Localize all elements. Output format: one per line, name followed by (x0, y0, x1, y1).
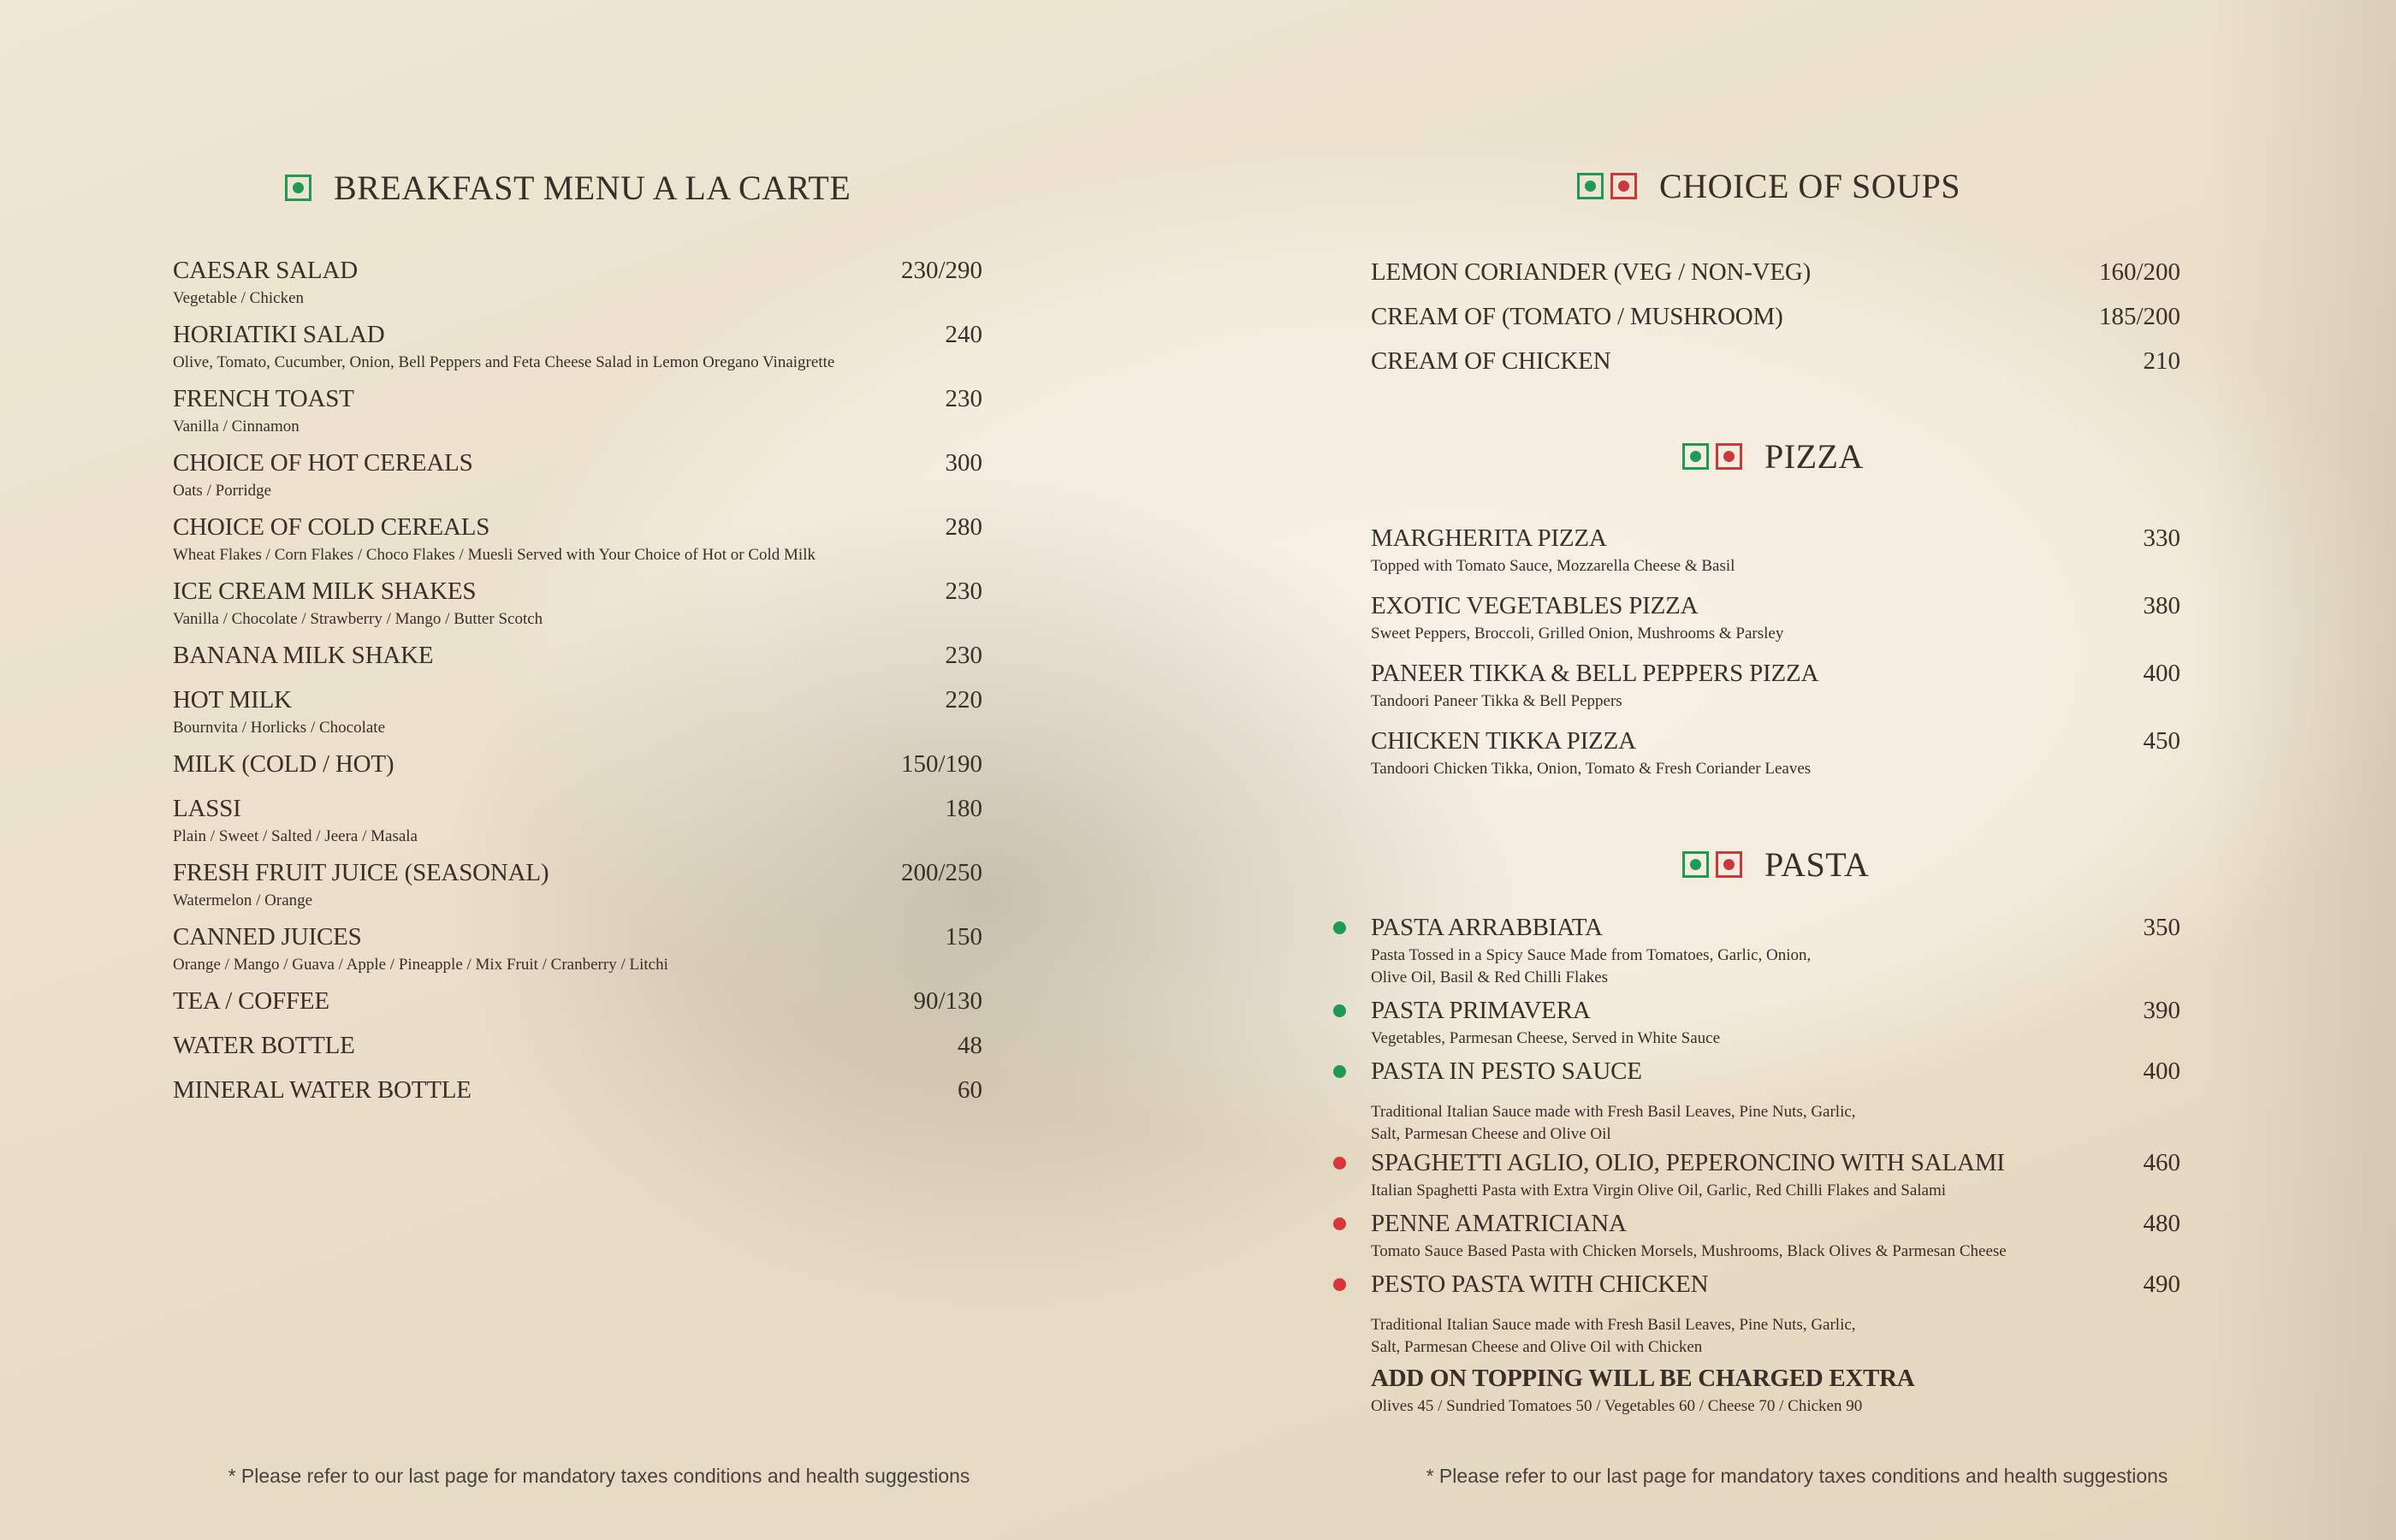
item-price: 220 (945, 686, 982, 714)
menu-item (173, 984, 982, 1028)
description-line: Olive, Tomato, Cucumber, Onion, Bell Peppers and Feta Cheese Salad in Lemon Oregano Vinaigrette (173, 353, 835, 371)
item-description (1371, 555, 2180, 578)
veg-dot-icon (1333, 1065, 1346, 1078)
item-price: 240 (945, 321, 982, 348)
addon-title: ADD ON TOPPING WILL BE CHARGED EXTRA (1371, 1365, 1915, 1392)
item-name: FRESH FRUIT JUICE (SEASONAL) (173, 859, 549, 886)
soups-title: CHOICE OF SOUPS (1659, 167, 1961, 205)
item-description (173, 717, 982, 739)
pizza-section-title (1682, 436, 1864, 477)
item-description (173, 287, 982, 310)
menu-item (173, 1073, 982, 1117)
item-price: 280 (945, 513, 982, 541)
description-line: Topped with Tomato Sauce, Mozzarella Cheese & Basil (1371, 557, 1735, 575)
item-name: CREAM OF CHICKEN (1371, 347, 1611, 375)
item-name: SPAGHETTI AGLIO, OLIO, PEPERONCINO WITH SALAMI (1371, 1149, 2005, 1176)
description-line: Wheat Flakes / Corn Flakes / Choco Flakes / Muesli Served with Your Choice of Hot or Cold Milk (173, 546, 815, 564)
item-description (1371, 1101, 2180, 1146)
item-description (1371, 945, 2180, 989)
item-description (173, 890, 982, 912)
description-line: Pasta Tossed in a Spicy Sauce Made from Tomatoes, Garlic, Onion, (1371, 946, 1812, 964)
veg-dot-icon (1333, 1004, 1346, 1017)
description-line: Tandoori Chicken Tikka, Onion, Tomato & Fresh Coriander Leaves (1371, 760, 1812, 778)
menu-item (1371, 724, 2180, 791)
description-line: Bournvita / Horlicks / Chocolate (173, 719, 386, 737)
description-line: Traditional Italian Sauce made with Fresh Basil Leaves, Pine Nuts, Garlic, (1371, 1103, 1856, 1121)
item-price: 490 (2143, 1270, 2180, 1298)
description-line: Orange / Mango / Guava / Apple / Pineapple / Mix Fruit / Cranberry / Litchi (173, 956, 668, 974)
item-name: LEMON CORIANDER (VEG / NON-VEG) (1371, 258, 1812, 286)
menu-item (173, 791, 982, 856)
menu-item (1371, 255, 2180, 299)
description-line: Italian Spaghetti Pasta with Extra Virgin Olive Oil, Garlic, Red Chilli Flakes and Salami (1371, 1182, 1947, 1199)
menu-item (173, 1028, 982, 1073)
description-line: Tandoori Paneer Tikka & Bell Peppers (1371, 692, 1622, 710)
item-name: PASTA ARRABBIATA (1371, 914, 1603, 941)
item-price: 300 (945, 449, 982, 477)
menu-item (173, 446, 982, 510)
menu-item (1371, 656, 2180, 724)
item-description (173, 608, 982, 631)
item-price: 160/200 (2098, 258, 2180, 286)
description-line: Salt, Parmesan Cheese and Olive Oil (1371, 1125, 1611, 1143)
description-line: Vanilla / Cinnamon (173, 418, 300, 435)
description-line: Sweet Peppers, Broccoli, Grilled Onion, Mushrooms & Parsley (1371, 625, 1784, 643)
item-price: 230 (945, 385, 982, 412)
non-veg-icon (1716, 443, 1742, 470)
menu-item (1371, 1054, 2180, 1146)
description-line: Olive Oil, Basil & Red Chilli Flakes (1371, 968, 1609, 986)
non-veg-icon (1716, 851, 1742, 878)
item-name: WATER BOTTLE (173, 1032, 355, 1059)
breakfast-section-title (285, 168, 851, 208)
menu-item (1371, 521, 2180, 589)
item-name: CAESAR SALAD (173, 257, 358, 284)
addon-topping-note (1371, 1361, 1914, 1418)
menu-item (1371, 1267, 2180, 1360)
description-line: Vanilla / Chocolate / Strawberry / Mango / Butter Scotch (173, 610, 543, 628)
addon-prices: Olives 45 / Sundried Tomatoes 50 / Vegetables 60 / Cheese 70 / Chicken 90 (1371, 1397, 1863, 1415)
pasta-menu-list (1371, 910, 2180, 1360)
footer-note-right: * Please refer to our last page for mandatory taxes conditions and health suggestions (1426, 1465, 2168, 1487)
item-price: 230 (945, 642, 982, 669)
item-description (1371, 1314, 2180, 1359)
item-price: 150 (945, 923, 982, 951)
item-description (173, 954, 982, 976)
item-description (1371, 1180, 2180, 1202)
item-price: 350 (2143, 914, 2180, 941)
item-name: EXOTIC VEGETABLES PIZZA (1371, 592, 1699, 619)
menu-item (1371, 910, 2180, 993)
veg-dot-icon (1333, 921, 1346, 934)
menu-item (1371, 1206, 2180, 1267)
item-price: 90/130 (913, 987, 982, 1015)
item-name: HOT MILK (173, 686, 292, 714)
item-description (173, 544, 982, 566)
item-price: 380 (2143, 592, 2180, 619)
menu-item (173, 638, 982, 683)
menu-item (173, 920, 982, 984)
item-name: CHOICE OF COLD CEREALS (173, 513, 490, 541)
non-veg-icon (1610, 173, 1637, 199)
item-name: ICE CREAM MILK SHAKES (173, 578, 477, 605)
veg-icon (1682, 443, 1709, 470)
description-line: Traditional Italian Sauce made with Fresh Basil Leaves, Pine Nuts, Garlic, (1371, 1316, 1856, 1334)
item-description (173, 352, 982, 374)
menu-item (1371, 993, 2180, 1054)
item-price: 180 (945, 795, 982, 822)
item-description (1371, 1028, 2180, 1050)
pizza-title: PIZZA (1764, 437, 1864, 476)
item-price: 330 (2143, 524, 2180, 552)
menu-item (173, 253, 982, 317)
description-line: Oats / Porridge (173, 482, 272, 500)
item-price: 450 (2143, 727, 2180, 755)
menu-item (173, 382, 982, 446)
soups-menu-list (1371, 255, 2180, 388)
veg-icon (285, 175, 311, 201)
item-description (173, 480, 982, 502)
item-price: 48 (958, 1032, 982, 1059)
item-description (1371, 758, 2180, 780)
pasta-title: PASTA (1764, 845, 1870, 884)
veg-icon (1577, 173, 1604, 199)
description-line: Watermelon / Orange (173, 891, 313, 909)
breakfast-menu-list (173, 253, 982, 1117)
item-price: 230 (945, 578, 982, 605)
item-name: PENNE AMATRICIANA (1371, 1210, 1627, 1237)
item-name: BANANA MILK SHAKE (173, 642, 434, 669)
item-name: LASSI (173, 795, 241, 822)
footer-note-left: * Please refer to our last page for mandatory taxes conditions and health suggestions (228, 1465, 970, 1487)
menu-item (173, 856, 982, 920)
item-name: MILK (COLD / HOT) (173, 750, 394, 778)
menu-item (173, 510, 982, 574)
item-description (1371, 690, 2180, 713)
item-description (173, 826, 982, 848)
item-name: PANEER TIKKA & BELL PEPPERS PIZZA (1371, 660, 1819, 687)
description-line: Salt, Parmesan Cheese and Olive Oil with Chicken (1371, 1338, 1703, 1356)
menu-item (173, 574, 982, 638)
description-line: Tomato Sauce Based Pasta with Chicken Morsels, Mushrooms, Black Olives & Parmesan Cheese (1371, 1242, 2007, 1260)
veg-icon (1682, 851, 1709, 878)
item-price: 60 (958, 1076, 982, 1104)
menu-item (173, 317, 982, 382)
item-name: TEA / COFFEE (173, 987, 329, 1015)
item-name: PESTO PASTA WITH CHICKEN (1371, 1270, 1709, 1298)
item-name: CREAM OF (TOMATO / MUSHROOM) (1371, 303, 1783, 330)
description-line: Vegetable / Chicken (173, 289, 305, 307)
item-price: 230/290 (900, 257, 982, 284)
soups-section-title (1577, 166, 1960, 206)
menu-item (173, 683, 982, 747)
non-veg-dot-icon (1333, 1278, 1346, 1291)
breakfast-title: BREAKFAST MENU A LA CARTE (334, 169, 851, 207)
item-price: 150/190 (900, 750, 982, 778)
item-name: PASTA IN PESTO SAUCE (1371, 1057, 1642, 1085)
item-price: 400 (2143, 1057, 2180, 1085)
item-description (1371, 1241, 2180, 1263)
item-price: 200/250 (900, 859, 982, 886)
menu-item (1371, 299, 2180, 344)
item-price: 400 (2143, 660, 2180, 687)
item-price: 185/200 (2098, 303, 2180, 330)
menu-item (173, 747, 982, 791)
description-line: Vegetables, Parmesan Cheese, Served in White Sauce (1371, 1029, 1721, 1047)
item-name: PASTA PRIMAVERA (1371, 997, 1591, 1024)
item-description (173, 416, 982, 438)
non-veg-dot-icon (1333, 1217, 1346, 1230)
item-price: 480 (2143, 1210, 2180, 1237)
item-name: MARGHERITA PIZZA (1371, 524, 1607, 552)
item-name: CHICKEN TIKKA PIZZA (1371, 727, 1636, 755)
item-name: HORIATIKI SALAD (173, 321, 385, 348)
item-name: CHOICE OF HOT CEREALS (173, 449, 473, 477)
item-name: FRENCH TOAST (173, 385, 354, 412)
non-veg-dot-icon (1333, 1157, 1346, 1170)
pizza-menu-list (1371, 521, 2180, 791)
item-price: 460 (2143, 1149, 2180, 1176)
description-line: Plain / Sweet / Salted / Jeera / Masala (173, 827, 418, 845)
item-description (1371, 623, 2180, 645)
item-name: MINERAL WATER BOTTLE (173, 1076, 471, 1104)
menu-item (1371, 1146, 2180, 1206)
menu-item (1371, 344, 2180, 388)
page-edge-shadow (2208, 0, 2396, 1540)
menu-item (1371, 589, 2180, 656)
item-price: 390 (2143, 997, 2180, 1024)
item-price: 210 (2143, 347, 2180, 375)
pasta-section-title (1682, 844, 1869, 885)
item-name: CANNED JUICES (173, 923, 362, 951)
